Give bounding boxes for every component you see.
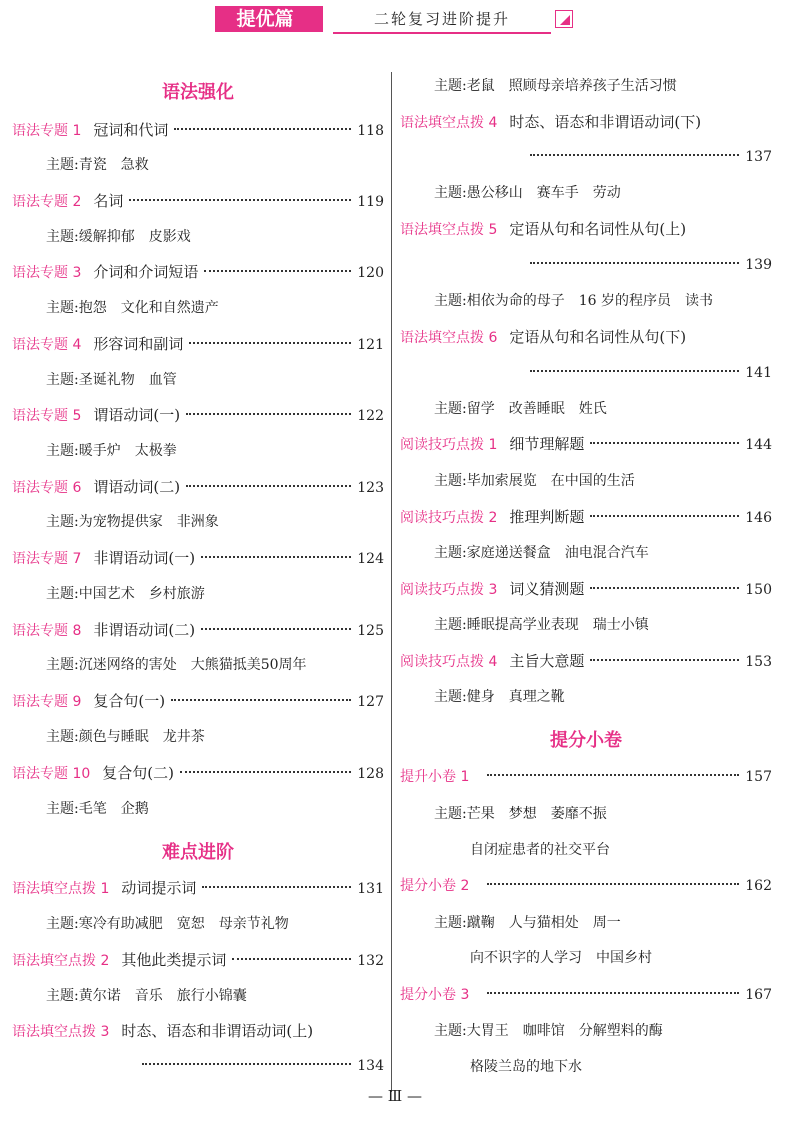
toc-entry[interactable] [12,948,384,972]
entry-label: 语法填空点拨 4 [400,115,498,131]
entry-title: 冠词和代词 [93,121,169,139]
toc-entry[interactable] [400,432,772,456]
entry-label: 阅读技巧点拨 3 [400,582,498,598]
entry-topic: 主题:沉迷网络的害处 大熊猫抵美50周年 [46,657,307,673]
toc-entry[interactable] [400,765,772,789]
toc-entry[interactable] [12,689,384,713]
entry-page: 119 [357,194,384,210]
entry-page: 120 [357,265,384,281]
entry-title: 词义猜测题 [509,580,585,598]
toc-entry[interactable] [12,618,384,642]
leader-dots [186,485,351,487]
leader-dots [530,262,739,264]
entry-page: 157 [745,769,772,785]
entry-title: 名词 [93,192,124,210]
toc-entry[interactable] [400,505,772,529]
toc-entry[interactable] [12,189,384,213]
page-number: — Ⅲ — [367,1087,422,1105]
entry-topic: 主题:大胃王 咖啡馆 分解塑料的酶 [434,1023,663,1039]
entry-topic: 主题:抱怨 文化和自然遗产 [46,300,219,316]
continuation-row [530,145,772,169]
entry-topic: 主题:留学 改善睡眠 姓氏 [434,401,607,417]
entry-page: 132 [357,953,384,969]
entry-label: 阅读技巧点拨 2 [400,510,498,526]
entry-label: 阅读技巧点拨 1 [400,437,498,453]
entry-label: 提分小卷 3 [400,987,470,1003]
entry-page: 122 [357,408,384,424]
leader-dots [590,515,739,517]
entry-title: 细节理解题 [509,435,585,453]
entry-label: 语法填空点拨 2 [12,953,110,969]
entry-page: 146 [745,510,772,526]
entry-label: 语法专题 1 [12,123,82,139]
leader-dots [487,774,739,776]
entry-label: 语法专题 5 [12,408,82,424]
entry-page: 118 [357,123,384,139]
leader-dots [186,413,351,415]
entry-page: 144 [745,437,772,453]
entry-page: 125 [357,623,384,639]
leader-dots [201,556,351,558]
entry-topic: 主题:毕加索展览 在中国的生活 [434,473,635,489]
leader-dots [142,1063,351,1065]
toc-entry[interactable] [12,475,384,499]
entry-page: 124 [357,551,384,567]
entry-topic: 主题:缓解抑郁 皮影戏 [46,229,191,245]
entry-topic: 格陵兰岛的地下水 [470,1059,582,1075]
toc-entry[interactable] [12,546,384,570]
entry-topic: 主题:中国艺术 乡村旅游 [46,586,205,602]
entry-title: 介词和介词短语 [93,263,199,281]
continuation-row [142,1054,384,1078]
entry-page: 141 [745,365,772,381]
entry-page: 137 [745,149,772,165]
entry-page: 167 [745,987,772,1003]
section-title-grammar: 语法强化 [162,82,234,103]
entry-page: 123 [357,480,384,496]
leader-dots [171,699,351,701]
leader-dots [530,370,739,372]
entry-title: 非谓语动词(二) [93,621,196,639]
entry-title: 谓语动词(一) [93,406,181,424]
entry-title: 动词提示词 [121,879,197,897]
entry-page: 162 [745,878,772,894]
entry-title: 复合句(二) [102,764,174,782]
entry-title: 时态、语态和非谓语动词(上) [121,1022,314,1040]
entry-label: 语法专题 10 [12,766,91,782]
continuation-row [530,361,772,385]
entry-page: 128 [357,766,384,782]
leader-dots [487,992,739,994]
leader-dots [180,771,351,773]
entry-title: 复合句(一) [93,692,166,710]
entry-topic: 主题:黄尔诺 音乐 旅行小锦囊 [46,988,247,1004]
toc-entry[interactable] [12,876,384,900]
section-title-advanced: 难点进阶 [162,842,234,863]
toc-entry[interactable] [400,577,772,601]
corner-arrow-icon [555,10,573,28]
entry-topic: 主题:青瓷 急救 [46,157,149,173]
entry-topic: 主题:圣诞礼物 血管 [46,372,177,388]
entry-label: 语法专题 6 [12,480,82,496]
toc-entry[interactable] [400,874,772,898]
toc-entry[interactable] [12,1019,384,1043]
entry-label: 阅读技巧点拨 4 [400,654,498,670]
entry-topic: 主题:相依为命的母子 16 岁的程序员 读书 [434,293,713,309]
entry-topic: 主题:老鼠 照顾母亲培养孩子生活习惯 [434,78,677,94]
leader-dots [590,587,739,589]
leader-dots [189,342,351,344]
entry-page: 139 [745,257,772,273]
toc-entry[interactable] [12,332,384,356]
entry-topic: 主题:蹴鞠 人与猫相处 周一 [434,915,621,931]
leader-dots [590,442,739,444]
entry-topic: 主题:寒冷有助减肥 宽恕 母亲节礼物 [46,916,289,932]
entry-title: 谓语动词(二) [93,478,181,496]
entry-label: 语法专题 7 [12,551,82,567]
leader-dots [232,958,351,960]
toc-entry[interactable] [400,983,772,1007]
entry-page: 131 [357,881,384,897]
entry-page: 134 [357,1058,384,1074]
tag-edge [315,6,323,32]
column-divider [391,72,392,1092]
entry-label: 语法填空点拨 1 [12,881,110,897]
leader-dots [129,199,351,201]
entry-title: 定语从句和名词性从句(上) [509,220,687,238]
entry-title: 主旨大意题 [509,652,585,670]
entry-label: 提分小卷 2 [400,878,470,894]
entry-topic: 主题:芒果 梦想 萎靡不振 [434,806,607,822]
entry-topic: 主题:颜色与睡眠 龙井茶 [46,729,205,745]
entry-title: 形容词和副词 [93,335,184,353]
toc-entry[interactable] [12,260,384,284]
leader-dots [201,628,351,630]
leader-dots [590,659,739,661]
entry-label: 语法专题 4 [12,337,82,353]
entry-label: 语法填空点拨 3 [12,1024,110,1040]
toc-entry[interactable] [12,118,384,142]
entry-label: 提升小卷 1 [400,769,470,785]
toc-entry[interactable] [400,217,772,241]
entry-label: 语法填空点拨 6 [400,330,498,346]
entry-label: 语法专题 3 [12,265,82,281]
entry-label: 语法专题 8 [12,623,82,639]
entry-title: 定语从句和名词性从句(下) [509,328,687,346]
leader-dots [530,154,739,156]
entry-label: 语法专题 9 [12,694,82,710]
continuation-row [530,253,772,277]
toc-entry[interactable] [400,110,772,134]
entry-title: 时态、语态和非谓语动词(下) [509,113,702,131]
leader-dots [202,886,351,888]
section-tag: 提优篇 [215,6,315,32]
header-subtitle: 二轮复习进阶提升 [333,6,551,34]
entry-topic: 主题:为宠物提供家 非洲象 [46,514,219,530]
toc-entry[interactable] [400,649,772,673]
toc-entry[interactable] [12,761,384,785]
entry-topic: 主题:家庭递送餐盒 油电混合汽车 [434,545,649,561]
entry-topic: 自闭症患者的社交平台 [470,842,610,858]
entry-page: 121 [357,337,384,353]
entry-topic: 主题:毛笔 企鹅 [46,801,149,817]
entry-title: 推理判断题 [509,508,585,526]
entry-page: 127 [357,694,384,710]
toc-entry[interactable] [400,325,772,349]
entry-title: 非谓语动词(一) [93,549,196,567]
entry-page: 150 [745,582,772,598]
leader-dots [487,883,739,885]
entry-topic: 主题:愚公移山 赛车手 劳动 [434,185,621,201]
entry-topic: 主题:暖手炉 太极拳 [46,443,177,459]
leader-dots [174,128,351,130]
entry-topic: 主题:睡眠提高学业表现 瑞士小镇 [434,617,649,633]
entry-label: 语法专题 2 [12,194,82,210]
entry-title: 其他此类提示词 [121,951,227,969]
section-title-quiz: 提分小卷 [550,730,622,751]
toc-entry[interactable] [12,403,384,427]
page-header [215,6,575,32]
entry-topic: 主题:健身 真理之靴 [434,689,565,705]
entry-topic: 向不识字的人学习 中国乡村 [470,950,652,966]
leader-dots [204,270,351,272]
entry-page: 153 [745,654,772,670]
entry-label: 语法填空点拨 5 [400,222,498,238]
